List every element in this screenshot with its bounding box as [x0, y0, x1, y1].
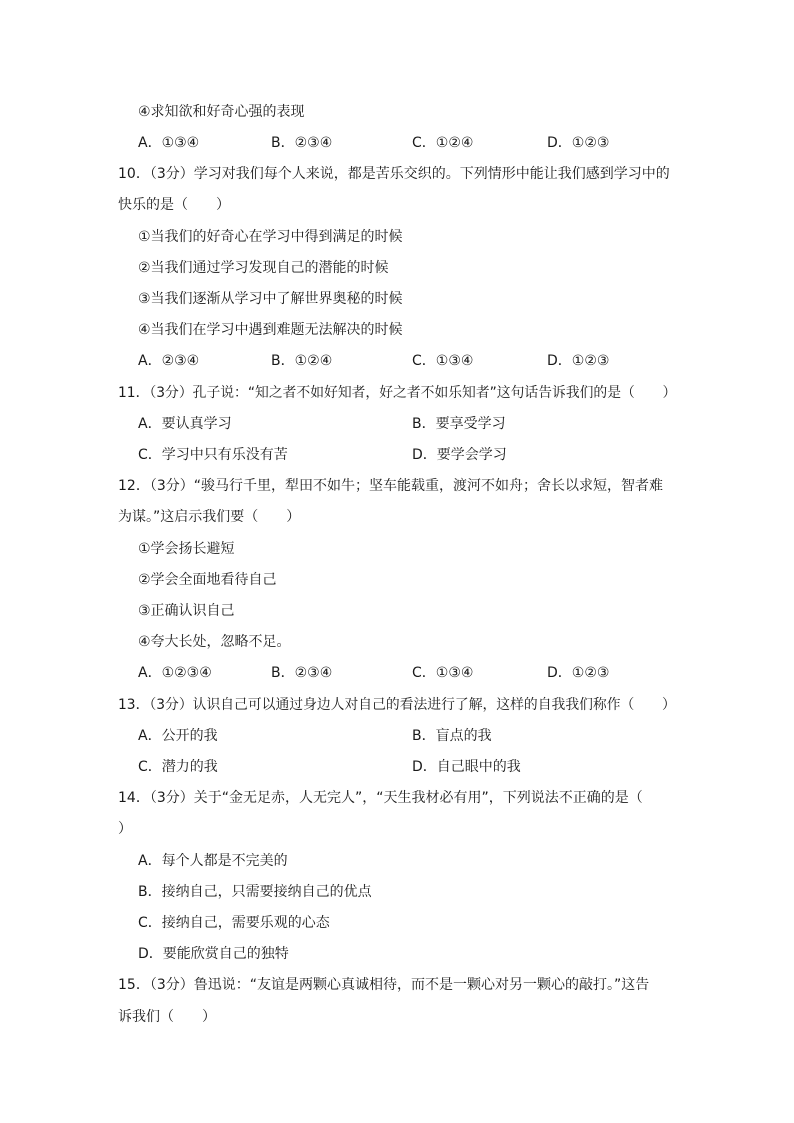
- q13-option-d: D．自己眼中的我: [412, 759, 521, 775]
- q10-stem-line2: 快乐的是（ ）: [118, 197, 230, 213]
- q9-statement-4: ④求知欲和好奇心强的表现: [138, 104, 305, 120]
- q12-stem-line2: 为谋。”这启示我们要（ ）: [118, 509, 301, 525]
- q11-option-d: D．要学会学习: [412, 447, 507, 463]
- q12-option-c: C．①③④: [412, 665, 474, 681]
- q14-option-d: D．要能欣赏自己的独特: [138, 946, 289, 962]
- q12-option-d: D．①②③: [547, 665, 610, 681]
- q10-option-b: B．①②④: [271, 353, 333, 369]
- q10-option-a: A．②③④: [138, 353, 200, 369]
- q13-option-b: B．盲点的我: [412, 728, 492, 744]
- q10-statement-1: ①当我们的好奇心在学习中得到满足的时候: [138, 229, 403, 245]
- q9-option-b: B．②③④: [271, 135, 333, 151]
- q15-stem-line2: 诉我们（ ）: [118, 1009, 216, 1025]
- q12-option-b: B．②③④: [271, 665, 333, 681]
- q14-option-a: A．每个人都是不完美的: [138, 853, 288, 869]
- q11-option-b: B．要享受学习: [412, 416, 506, 432]
- q10-stem-line1: 10．（3分）学习对我们每个人来说，都是苦乐交织的。下列情形中能让我们感到学习中的: [118, 166, 670, 182]
- q10-statement-4: ④当我们在学习中遇到难题无法解决的时候: [138, 322, 403, 338]
- q10-option-c: C．①③④: [412, 353, 474, 369]
- q11-stem-line1: 11．（3分）孔子说：“知之者不如好知者，好之者不如乐知者”这句话告诉我们的是（ ）: [118, 385, 677, 401]
- q12-statement-3: ③正确认识自己: [138, 603, 235, 619]
- q14-stem-line1: 14．（3分）关于“金无足赤，人无完人”，“天生我材必有用”，下列说法不正确的是（: [118, 790, 643, 806]
- q13-option-c: C．潜力的我: [138, 759, 218, 775]
- q9-option-a: A．①③④: [138, 135, 200, 151]
- q11-option-c: C．学习中只有乐没有苦: [138, 447, 288, 463]
- q15-stem-line1: 15．（3分）鲁迅说：“友谊是两颗心真诚相待，而不是一颗心对另一颗心的敲打。”这告: [118, 977, 650, 993]
- q12-statement-2: ②学会全面地看待自己: [138, 572, 277, 588]
- q9-option-d: D．①②③: [547, 135, 610, 151]
- q14-option-b: B．接纳自己，只需要接纳自己的优点: [138, 884, 372, 900]
- q11-option-a: A．要认真学习: [138, 416, 232, 432]
- q13-stem-line1: 13．（3分）认识自己可以通过身边人对自己的看法进行了解，这样的自我我们称作（ ）: [118, 697, 676, 713]
- q10-statement-3: ③当我们逐渐从学习中了解世界奥秘的时候: [138, 291, 403, 307]
- q12-statement-1: ①学会扬长避短: [138, 541, 235, 557]
- q10-statement-2: ②当我们通过学习发现自己的潜能的时候: [138, 260, 389, 276]
- q14-stem-line2: ）: [118, 821, 132, 837]
- q10-option-d: D．①②③: [547, 353, 610, 369]
- q9-option-c: C．①②④: [412, 135, 474, 151]
- q12-option-a: A．①②③④: [138, 665, 212, 681]
- q12-stem-line1: 12．（3分）“骏马行千里，犁田不如牛；坚车能载重，渡河不如舟；舍长以求短，智者难: [118, 478, 663, 494]
- q12-statement-4: ④夸大长处，忽略不足。: [138, 634, 291, 650]
- q13-option-a: A．公开的我: [138, 728, 218, 744]
- q14-option-c: C．接纳自己，需要乐观的心态: [138, 915, 330, 931]
